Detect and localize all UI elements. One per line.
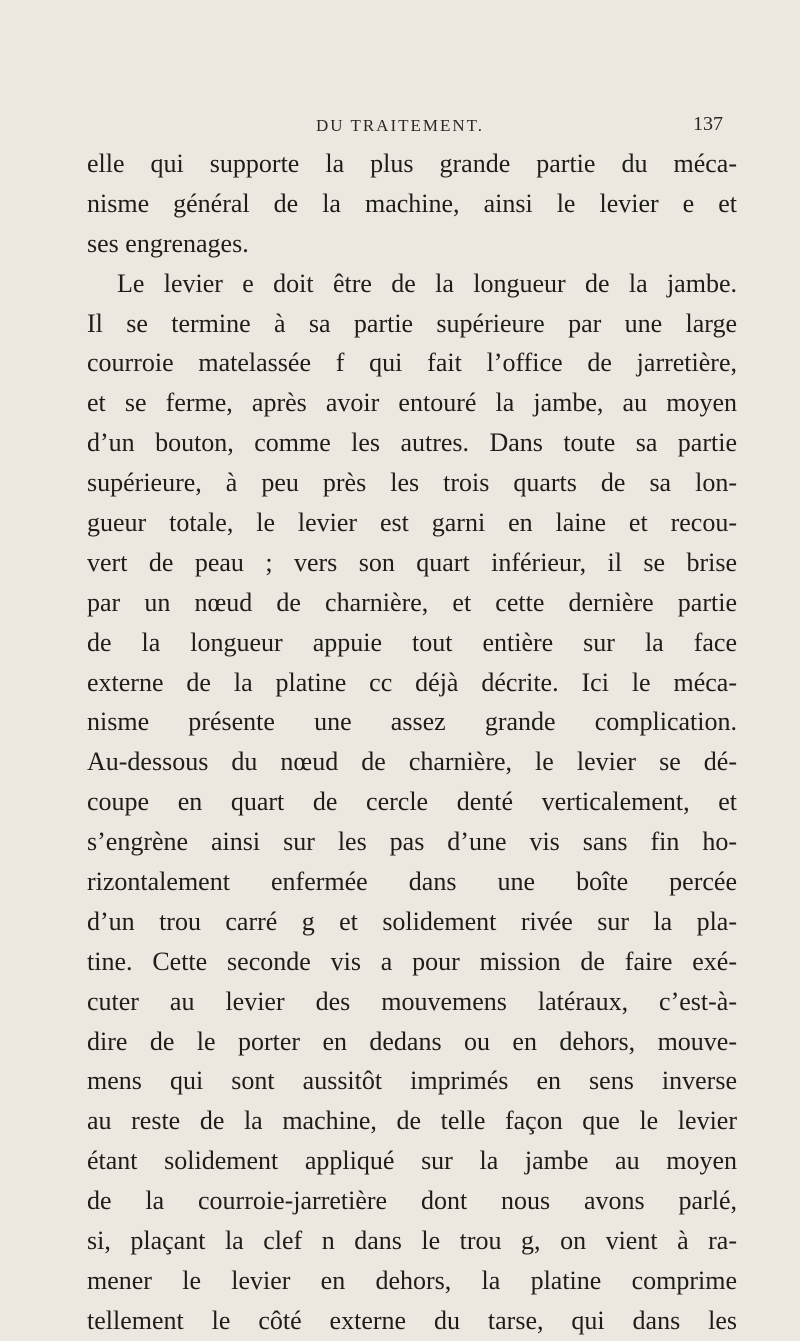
text-line: gueur totale, le levier est garni en laine et recou- [87, 508, 737, 538]
text-line: dire de le porter en dedans ou en dehors, mouve- [87, 1026, 737, 1056]
text-line: d’un trou carré g et solidement rivée sur la pla- [87, 906, 737, 936]
text-line: courroie matelassée f qui fait l’office de jarretière, [87, 348, 737, 378]
text-line: d’un bouton, comme les autres. Dans toute sa partie [87, 428, 737, 458]
text-line: nisme général de la machine, ainsi le levier e et [87, 188, 737, 218]
text-line: Le levier e doit être de la longueur de la jambe. [117, 268, 737, 298]
text-line: et se ferme, après avoir entouré la jambe, au moyen [87, 388, 737, 418]
text-line: mens qui sont aussitôt imprimés en sens inverse [87, 1066, 737, 1096]
running-title: DU TRAITEMENT. [315, 116, 485, 135]
running-head [0, 113, 800, 146]
text-line: par un nœud de charnière, et cette dernière partie [87, 587, 737, 617]
text-line: de la longueur appuie tout entière sur la face [87, 627, 737, 657]
text-line: coupe en quart de cercle denté verticalement, et [87, 787, 737, 817]
text-line: de la courroie-jarretière dont nous avons parlé, [87, 1186, 737, 1216]
text-line: supérieure, à peu près les trois quarts de sa lon- [87, 468, 737, 498]
text-line: tine. Cette seconde vis a pour mission de faire exé- [87, 946, 737, 976]
text-line: elle qui supporte la plus grande partie du méca- [87, 149, 737, 178]
page-number: 137 [693, 113, 723, 135]
text-line: ses engrenages. [87, 228, 249, 258]
text-line: tellement le côté externe du tarse, qui dans les [87, 1305, 737, 1335]
text-line: au reste de la machine, de telle façon que le levier [87, 1106, 737, 1136]
text-line: nisme présente une assez grande complication. [87, 707, 737, 737]
text-line: cuter au levier des mouvemens latéraux, c’est-à- [87, 986, 737, 1016]
text-line: vert de peau ; vers son quart inférieur, il se brise [87, 547, 737, 577]
text-line: étant solidement appliqué sur la jambe au moyen [87, 1146, 737, 1176]
text-line: si, plaçant la clef n dans le trou g, on vient à ra- [87, 1226, 737, 1256]
body-text [87, 144, 767, 1341]
text-line: s’engrène ainsi sur les pas d’une vis sans fin ho- [87, 827, 737, 857]
text-line: Il se termine à sa partie supérieure par une large [87, 308, 737, 338]
text-line: rizontalement enfermée dans une boîte percée [87, 867, 737, 897]
text-line: Au-dessous du nœud de charnière, le levier se dé- [87, 747, 737, 777]
text-line: mener le levier en dehors, la platine comprime [87, 1265, 737, 1295]
text-line: externe de la platine cc déjà décrite. Ici le méca- [87, 667, 737, 697]
